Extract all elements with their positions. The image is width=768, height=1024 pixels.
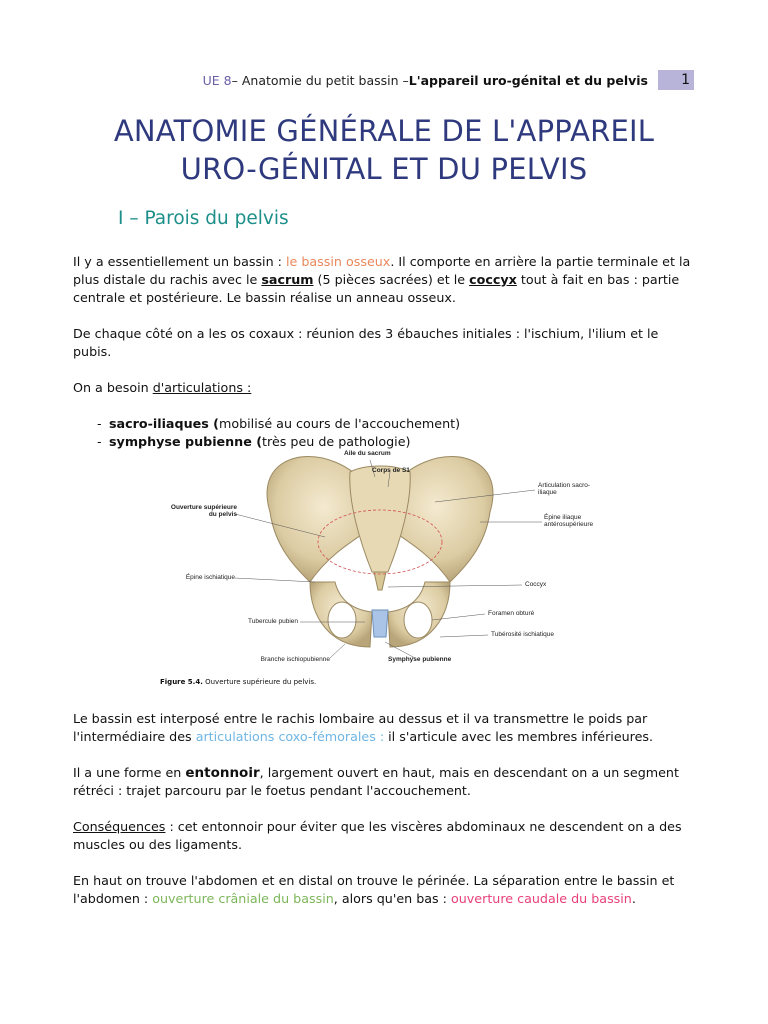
figure-caption [160, 678, 316, 686]
caption-text: Ouverture supérieure du pelvis. [202, 678, 317, 686]
page-header [200, 70, 694, 90]
p1-text-a: Il y a essentiellement un bassin : [73, 254, 286, 269]
label-symphyse: Symphyse pubienne [388, 656, 452, 663]
label-corps-s1: Corps de S1 [372, 467, 410, 474]
p1-coccyx: coccyx [469, 272, 517, 287]
section-heading: I – Parois du pelvis [118, 208, 289, 229]
p7-text-e: . [631, 891, 636, 906]
pelvis-figure [160, 442, 600, 692]
list-item-bold: sacro-iliaques ( [109, 416, 219, 431]
paragraph-2: De chaque côté on a les os coxaux : réunion des 3 ébauches initiales : l'ischium, l'ilium et le pubis. [73, 326, 659, 359]
paragraph-3 [73, 379, 698, 397]
paragraph-4 [73, 710, 698, 746]
caption-bold: Figure 5.4. [160, 678, 203, 686]
p4-articulations-coxo: articulations coxo-fémorales : [195, 729, 385, 744]
p3-articulations: d'articulations : [152, 380, 252, 395]
p1-text-g: tout à fait en bas : partie centrale et postérieure. Le bassin réalise un anneau osseux. [73, 272, 680, 305]
label-foramen: Foramen obturé [488, 610, 535, 617]
p5-entonnoir: entonnoir [185, 765, 260, 781]
p1-sacrum: sacrum [261, 272, 314, 287]
page-title [60, 112, 708, 188]
paragraph-6 [73, 818, 698, 854]
p4-text-a: Le bassin est interposé entre le rachis lombaire au dessus et il va transmettre le poids par l'intermédiaire des [73, 711, 648, 744]
paragraph-7 [73, 872, 698, 908]
header-chapter: L'appareil uro-génital et du pelvis [408, 72, 648, 88]
p1-text-e: (5 pièces sacrées) et le [313, 272, 470, 287]
paragraph-1 [73, 253, 698, 307]
p7-ouverture-craniale: ouverture crâniale du bassin [152, 891, 334, 906]
p1-bassin-osseux: le bassin osseux [285, 254, 391, 269]
list-item-bold: symphyse pubienne ( [109, 434, 263, 449]
page-number: 1 [658, 70, 694, 90]
intro-paragraphs [73, 253, 698, 451]
label-articulation: Articulation sacro-iliaque [538, 482, 591, 496]
header-ue: UE 8 [202, 72, 232, 88]
p6-consequences: Conséquences [73, 819, 166, 834]
list-item-text: mobilisé au cours de l'accouchement) [218, 416, 461, 431]
label-branche: Branche ischiopubienne [260, 656, 330, 663]
label-coccyx: Coccyx [525, 581, 547, 588]
p4-text-c: il s'articule avec les membres inférieures. [384, 729, 654, 744]
p5-text-a: Il a une forme en [73, 765, 186, 780]
p7-text-a: En haut on trouve l'abdomen et en distal on trouve le périnée. La séparation entre le bassin et l'abdomen : [73, 873, 675, 906]
p3-text-a: On a besoin [73, 380, 153, 395]
p5-text-c: , largement ouvert en haut, mais en descendant on a un segment rétréci : trajet parcouru par le foetus pendant l'accouchement. [73, 765, 679, 798]
label-epine-ischiatique: Épine ischiatique [185, 574, 235, 581]
p6-text-b: : cet entonnoir pour éviter que les viscères abdominaux ne descendent on a des muscles ou des ligaments. [73, 819, 682, 852]
list-item-text: très peu de pathologie) [262, 434, 411, 449]
p7-ouverture-caudale: ouverture caudale du bassin [451, 891, 632, 906]
body-paragraphs [73, 710, 698, 908]
label-ouverture: Ouverture supérieure du pelvis [170, 504, 237, 518]
list-item [97, 415, 698, 433]
label-aile-sacrum: Aile du sacrum [344, 450, 391, 457]
title-line-2: URO-GÉNITAL ET DU PELVIS [180, 152, 588, 186]
p7-text-c: , alors qu'en bas : [333, 891, 451, 906]
p1-text-c: . Il comporte en arrière la partie terminale et la plus distale du rachis avec le [73, 254, 691, 287]
title-line-1: ANATOMIE GÉNÉRALE DE L'APPAREIL [113, 114, 655, 148]
label-tuberosite: Tubérosité ischiatique [491, 631, 554, 638]
header-subtitle: – Anatomie du petit bassin – [231, 72, 409, 88]
label-epine-iliaque: Épine iliaque antérosupérieure [544, 514, 594, 528]
paragraph-5 [73, 764, 698, 800]
label-tubercule: Tubercule pubien [248, 618, 298, 625]
